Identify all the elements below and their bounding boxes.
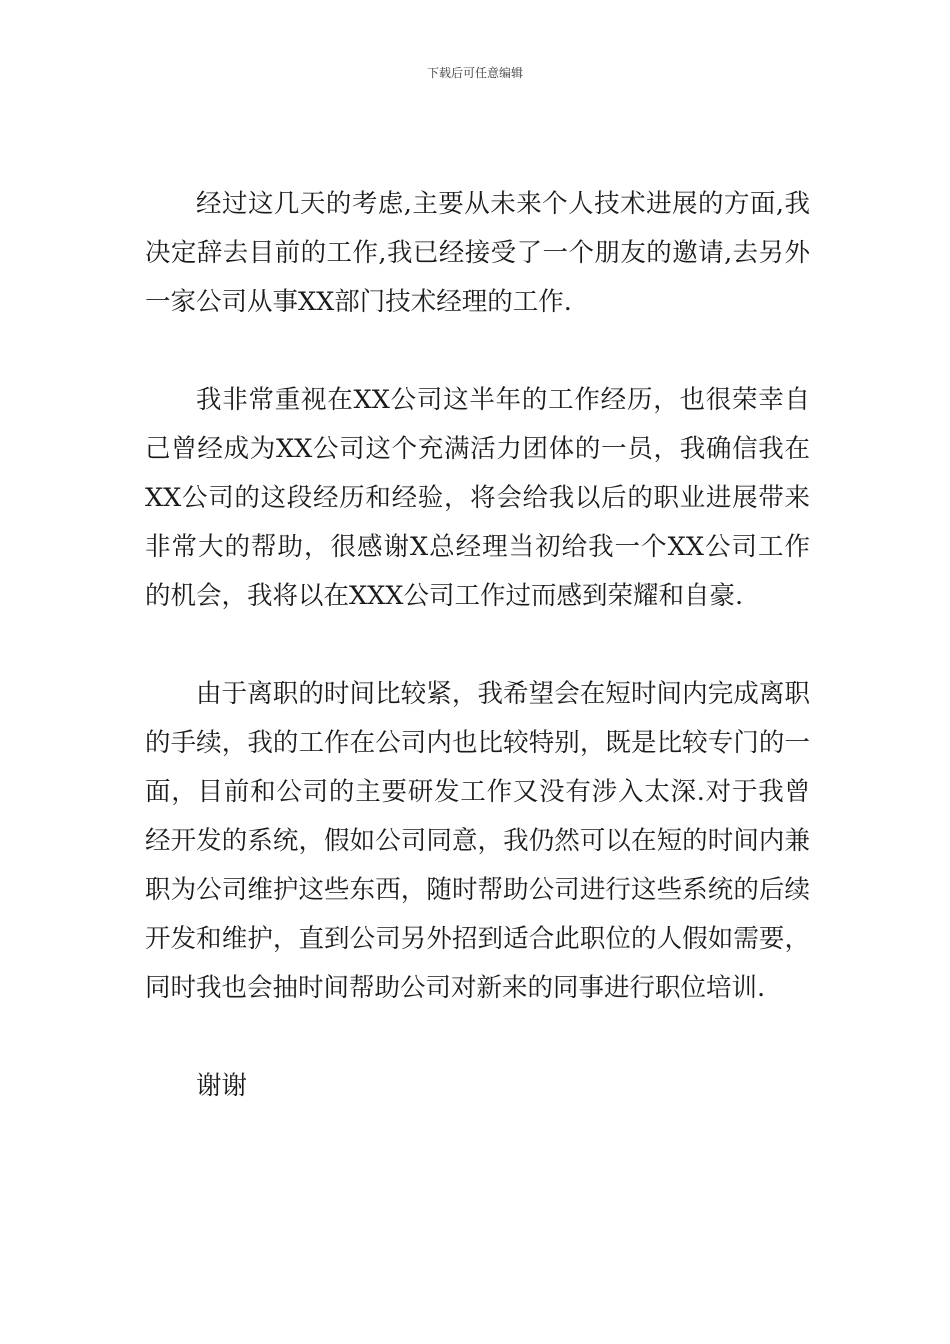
page-header: 下载后可任意编辑 bbox=[426, 66, 523, 80]
paragraph-gratitude: 我非常重视在XX公司这半年的工作经历，也很荣幸自己曾经成为XX公司这个充满活力团体的一员，我确信我在XX公司的这段经历和经验，将会给我以后的职业进展带来非常大的帮助，很感谢X总经理当初给我一个XX公司工作的机会，我将以在XXX公司工作过而感到荣耀和自豪. bbox=[145, 385, 810, 611]
paragraph-handover: 由于离职的时间比较紧，我希望会在短时间内完成离职的手续，我的工作在公司内也比较特别，既是比较专门的一面，目前和公司的主要研发工作又没有涉入太深.对于我曾经开发的系统，假如公司同意，我仍然可以在短的时间内兼职为公司维护这些东西，随时帮助公司进行这些系统的后续开发和维护，直到公司另外招到适合此职位的人假如需要，同时我也会抽时间帮助公司对新来的同事进行职位培训. bbox=[145, 679, 810, 1003]
document-body bbox=[145, 180, 810, 1111]
paragraph-resignation-reason: 经过这几天的考虑,主要从未来个人技术进展的方面,我决定辞去目前的工作,我已经接受了一个朋友的邀请,去另外一家公司从事XX部门技术经理的工作. bbox=[145, 189, 810, 317]
paragraph-thanks: 谢谢 bbox=[196, 1071, 248, 1101]
